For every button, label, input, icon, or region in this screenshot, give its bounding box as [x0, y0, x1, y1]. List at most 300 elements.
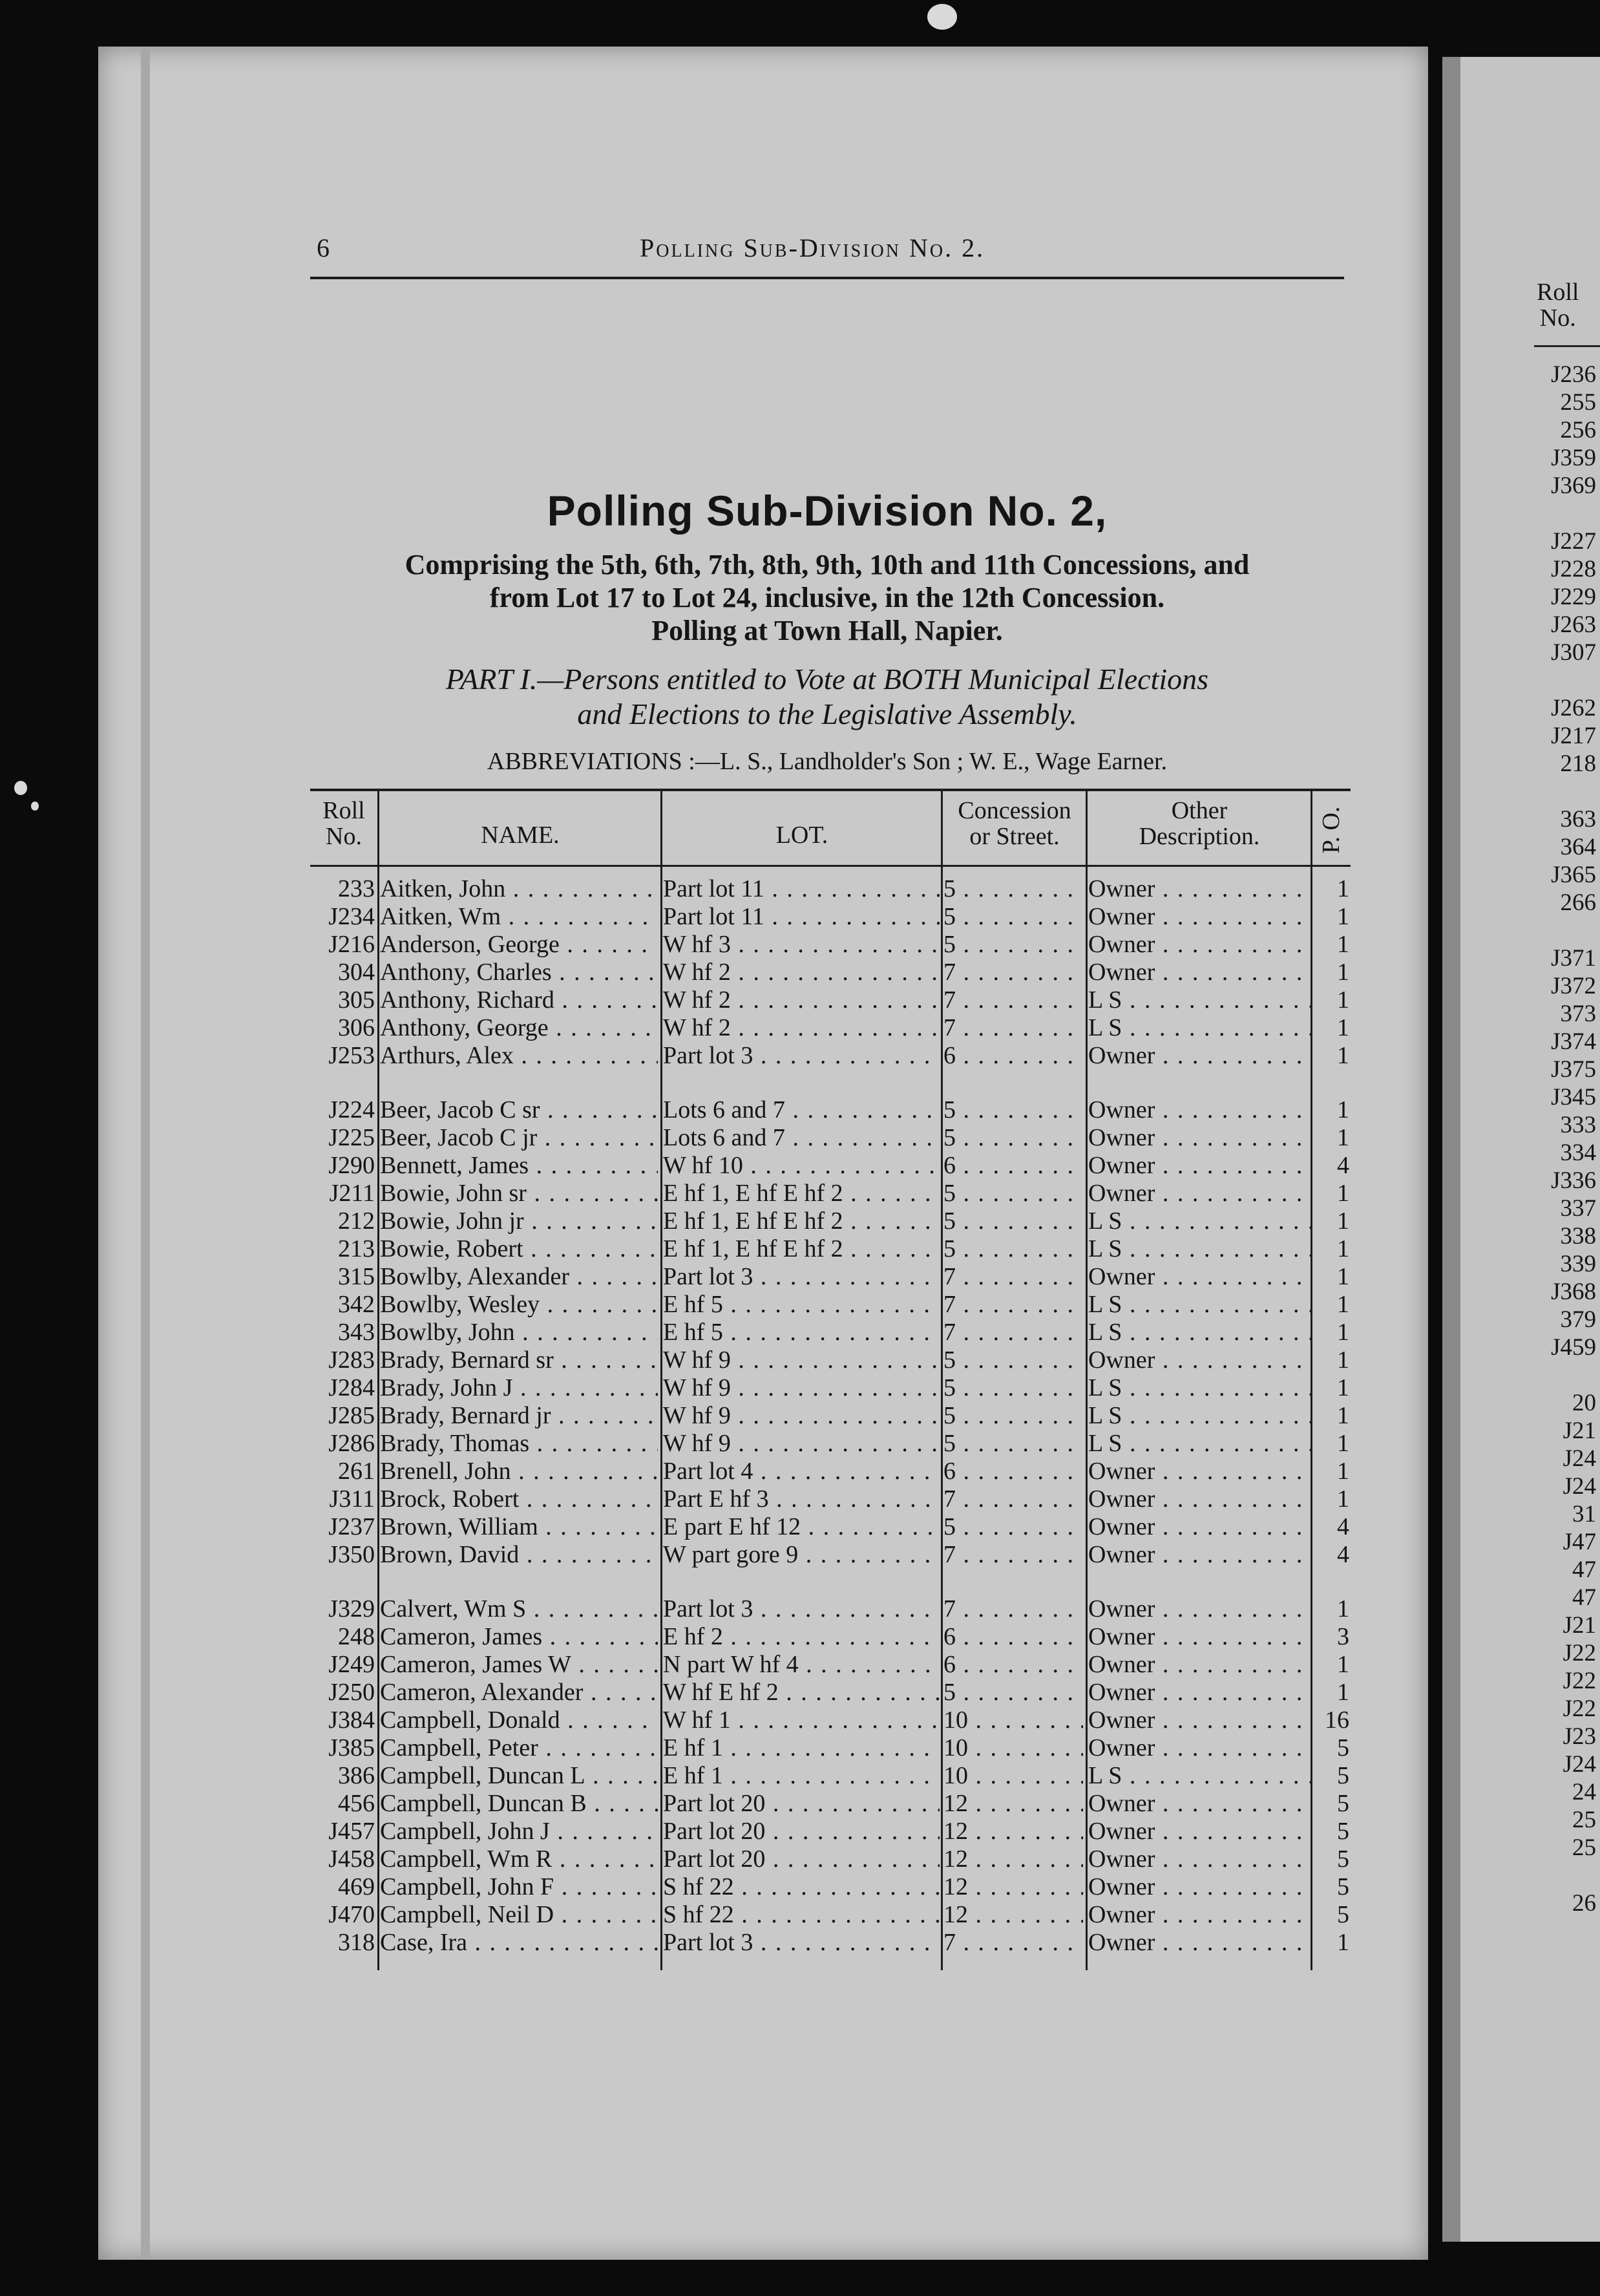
- next-page-roll-number: J365: [1551, 862, 1596, 888]
- post-office-code: 4: [1337, 1152, 1349, 1179]
- post-office-code: 5: [1337, 1734, 1349, 1761]
- lot-description: W hf 2 . . .: [663, 959, 940, 986]
- subtitle-line: Polling at Town Hall, Napier.: [651, 615, 1003, 646]
- voter-name: Brady, Bernard sr . . .: [380, 1346, 658, 1374]
- lot-description: W hf 2 . . .: [663, 1014, 940, 1042]
- post-office-code: 1: [1337, 1374, 1349, 1401]
- lot-description: Part lot 11 . . .: [663, 903, 940, 931]
- voter-name: Campbell, Wm R . . .: [380, 1845, 658, 1873]
- next-page-roll-number: J22: [1563, 1640, 1596, 1666]
- next-page-roll-number: J217: [1551, 723, 1596, 749]
- concession: 7 . . .: [943, 1595, 1083, 1623]
- concession: 7 . . .: [943, 959, 1083, 986]
- voter-name: Bennett, James . . .: [380, 1152, 658, 1180]
- concession: 5 . . .: [943, 903, 1083, 931]
- roll-number: J253: [328, 1042, 375, 1069]
- post-office-code: 1: [1337, 1679, 1349, 1706]
- table-top-rule: [310, 789, 1351, 791]
- post-office-code: 1: [1337, 1014, 1349, 1041]
- next-page-roll-number: J47: [1563, 1529, 1596, 1555]
- next-page-roll-number: 25: [1572, 1807, 1596, 1833]
- subtitle: [304, 548, 1351, 647]
- post-office-code: 1: [1337, 1235, 1349, 1262]
- post-office-code: 5: [1337, 1901, 1349, 1928]
- lot-description: W hf 9 . . .: [663, 1402, 940, 1430]
- next-page-roll-number: 334: [1560, 1140, 1596, 1166]
- table-row: [310, 959, 1351, 986]
- roll-number: 318: [338, 1929, 375, 1956]
- table-row: [310, 1014, 1351, 1042]
- roll-number: J224: [328, 1096, 375, 1123]
- other-description: L S . . .: [1088, 1291, 1311, 1319]
- lot-description: S hf 22 . . .: [663, 1873, 940, 1901]
- lot-description: Part lot 4 . . .: [663, 1458, 940, 1485]
- roll-number: J249: [328, 1651, 375, 1678]
- lot-description: E hf 1, E hf E hf 2 . . .: [663, 1235, 940, 1263]
- voter-name: Bowlby, Wesley . . .: [380, 1291, 658, 1319]
- lot-description: E hf 5 . . .: [663, 1319, 940, 1346]
- post-office-code: 1: [1337, 1595, 1349, 1622]
- next-page-roll-number: 20: [1572, 1390, 1596, 1416]
- table-row: [310, 1762, 1351, 1790]
- next-page-roll-number: 47: [1572, 1557, 1596, 1583]
- table-row: [310, 1096, 1351, 1124]
- other-description: Owner . . .: [1088, 1679, 1311, 1706]
- concession: 7 . . .: [943, 1541, 1083, 1569]
- page-number: 6: [317, 233, 331, 262]
- concession: 7 . . .: [943, 1291, 1083, 1319]
- concession: 12 . . .: [943, 1845, 1083, 1873]
- voter-name: Cameron, James W . . .: [380, 1651, 658, 1679]
- other-description: L S . . .: [1088, 1207, 1311, 1235]
- roll-number: 315: [338, 1263, 375, 1290]
- concession: 5 . . .: [943, 931, 1083, 959]
- roll-number: J329: [328, 1595, 375, 1622]
- next-page-roll-header: Roll No.: [1537, 279, 1579, 332]
- lot-description: W hf 9 . . .: [663, 1374, 940, 1402]
- concession: 7 . . .: [943, 986, 1083, 1014]
- concession: 6 . . .: [943, 1623, 1083, 1651]
- concession: 5 . . .: [943, 1402, 1083, 1430]
- lot-description: W part gore 9 . . .: [663, 1541, 940, 1569]
- voter-name: Aitken, Wm . . .: [380, 903, 658, 931]
- other-description: Owner . . .: [1088, 1124, 1311, 1152]
- roll-number: 305: [338, 986, 375, 1014]
- other-description: Owner . . .: [1088, 1790, 1311, 1818]
- roll-number: 248: [338, 1623, 375, 1650]
- page-edge: [141, 47, 150, 2260]
- next-page-roll-number: J236: [1551, 361, 1596, 388]
- next-page-roll-number: 373: [1560, 1001, 1596, 1027]
- table-row: [310, 1319, 1351, 1346]
- post-office-code: 5: [1337, 1818, 1349, 1845]
- voter-name: Case, Ira . . .: [380, 1929, 658, 1957]
- next-page-roll-number: J23: [1563, 1723, 1596, 1750]
- voter-name: Bowie, John jr . . .: [380, 1207, 658, 1235]
- concession: 5 . . .: [943, 1124, 1083, 1152]
- concession: 7 . . .: [943, 1319, 1083, 1346]
- lot-description: E hf 1, E hf E hf 2 . . .: [663, 1207, 940, 1235]
- post-office-code: 5: [1337, 1873, 1349, 1900]
- lot-description: Lots 6 and 7 . . .: [663, 1124, 940, 1152]
- table-row: [310, 1152, 1351, 1180]
- lot-description: E hf 5 . . .: [663, 1291, 940, 1319]
- table-row: [310, 1706, 1351, 1734]
- table-row: [310, 1402, 1351, 1430]
- running-title: Polling Sub-Division No. 2.: [640, 233, 985, 262]
- next-page-roll-number: J345: [1551, 1084, 1596, 1111]
- concession: 5 . . .: [943, 1235, 1083, 1263]
- concession: 6 . . .: [943, 1152, 1083, 1180]
- voter-name: Campbell, Duncan B . . .: [380, 1790, 658, 1818]
- header-roll-no: Roll No.: [322, 797, 365, 850]
- next-page-roll-number: 379: [1560, 1306, 1596, 1333]
- lot-description: Part lot 20 . . .: [663, 1818, 940, 1845]
- next-page-roll-number: J21: [1563, 1418, 1596, 1444]
- other-description: L S . . .: [1088, 1014, 1311, 1042]
- concession: 5 . . .: [943, 1346, 1083, 1374]
- next-page-roll-number: 47: [1572, 1584, 1596, 1611]
- next-page-roll-number: 218: [1560, 750, 1596, 777]
- next-page-roll-number: 255: [1560, 389, 1596, 416]
- lot-description: Part lot 20 . . .: [663, 1845, 940, 1873]
- next-page-roll-number: 364: [1560, 834, 1596, 860]
- roll-number: J250: [328, 1679, 375, 1706]
- other-description: Owner . . .: [1088, 1901, 1311, 1929]
- other-description: Owner . . .: [1088, 959, 1311, 986]
- table-row: [310, 986, 1351, 1014]
- next-page-roll-number: 31: [1572, 1501, 1596, 1527]
- concession: 12 . . .: [943, 1790, 1083, 1818]
- concession: 5 . . .: [943, 1430, 1083, 1458]
- lot-description: Part lot 20 . . .: [663, 1790, 940, 1818]
- post-office-code: 1: [1337, 1319, 1349, 1346]
- other-description: Owner . . .: [1088, 1929, 1311, 1957]
- roll-number: 469: [338, 1873, 375, 1900]
- voter-name: Bowlby, Alexander . . .: [380, 1263, 658, 1291]
- post-office-code: 1: [1337, 1291, 1349, 1318]
- voter-name: Bowlby, John . . .: [380, 1319, 658, 1346]
- voter-name: Campbell, John F . . .: [380, 1873, 658, 1901]
- post-office-code: 1: [1337, 903, 1349, 930]
- voter-name: Arthurs, Alex . . .: [380, 1042, 658, 1070]
- table-row: [310, 1541, 1351, 1569]
- scan-artifact: [927, 4, 957, 30]
- post-office-code: 4: [1337, 1541, 1349, 1568]
- table-row: [310, 1818, 1351, 1845]
- next-page-roll-number: J368: [1551, 1279, 1596, 1305]
- other-description: Owner . . .: [1088, 1651, 1311, 1679]
- table-row: [310, 1180, 1351, 1207]
- post-office-code: 1: [1337, 1042, 1349, 1069]
- header-rule: [310, 277, 1344, 279]
- header-lot: LOT.: [775, 822, 828, 849]
- post-office-code: 1: [1337, 1207, 1349, 1235]
- post-office-code: 5: [1337, 1762, 1349, 1789]
- lot-description: S hf 22 . . .: [663, 1901, 940, 1929]
- table-row: [310, 1623, 1351, 1651]
- concession: 7 . . .: [943, 1929, 1083, 1957]
- table-row: [310, 1513, 1351, 1541]
- post-office-code: 1: [1337, 875, 1349, 902]
- lot-description: Part lot 11 . . .: [663, 875, 940, 903]
- post-office-code: 1: [1337, 1402, 1349, 1429]
- next-page-roll-number: 24: [1572, 1779, 1596, 1805]
- subtitle-line: Comprising the 5th, 6th, 7th, 8th, 9th, 10th and 11th Concessions, and: [405, 549, 1250, 580]
- other-description: Owner . . .: [1088, 1818, 1311, 1845]
- voter-name: Anthony, Charles . . .: [380, 959, 658, 986]
- other-description: Owner . . .: [1088, 1042, 1311, 1070]
- table-row: [310, 903, 1351, 931]
- post-office-code: 1: [1337, 1263, 1349, 1290]
- concession: 5 . . .: [943, 1374, 1083, 1402]
- next-page-roll-number: J307: [1551, 639, 1596, 666]
- lot-description: W hf 3 . . .: [663, 931, 940, 959]
- voter-name: Campbell, Donald . . .: [380, 1706, 658, 1734]
- lot-description: W hf 2 . . .: [663, 986, 940, 1014]
- other-description: Owner . . .: [1088, 1513, 1311, 1541]
- roll-number: 233: [338, 875, 375, 902]
- next-page-roll-number: J227: [1551, 528, 1596, 555]
- roll-number: J283: [328, 1346, 375, 1374]
- table-row: [310, 931, 1351, 959]
- other-description: Owner . . .: [1088, 931, 1311, 959]
- table-row: [310, 1651, 1351, 1679]
- next-page-roll-number: J22: [1563, 1668, 1596, 1694]
- part-line: and Elections to the Legislative Assembly.: [577, 697, 1077, 730]
- concession: 5 . . .: [943, 1207, 1083, 1235]
- header-other-description: Other Description.: [1139, 797, 1260, 850]
- other-description: Owner . . .: [1088, 1152, 1311, 1180]
- roll-number: 212: [338, 1207, 375, 1235]
- post-office-code: 1: [1337, 1096, 1349, 1123]
- other-description: L S . . .: [1088, 1430, 1311, 1458]
- lot-description: E hf 1 . . .: [663, 1762, 940, 1790]
- table-row: [310, 1873, 1351, 1901]
- next-page-roll-number: J371: [1551, 945, 1596, 972]
- other-description: L S . . .: [1088, 1402, 1311, 1430]
- other-description: L S . . .: [1088, 986, 1311, 1014]
- lot-description: Part lot 3 . . .: [663, 1595, 940, 1623]
- voter-name: Campbell, John J . . .: [380, 1818, 658, 1845]
- table-header-rule: [310, 865, 1351, 867]
- voter-name: Campbell, Peter . . .: [380, 1734, 658, 1762]
- voter-name: Campbell, Duncan L . . .: [380, 1762, 658, 1790]
- post-office-code: 1: [1337, 986, 1349, 1014]
- roll-number: J284: [328, 1374, 375, 1401]
- voter-name: Beer, Jacob C sr . . .: [380, 1096, 658, 1124]
- lot-description: E part E hf 12 . . .: [663, 1513, 940, 1541]
- other-description: Owner . . .: [1088, 1873, 1311, 1901]
- roll-number: 306: [338, 1014, 375, 1041]
- scan-artifact: [31, 802, 39, 811]
- voter-name: Brady, John J . . .: [380, 1374, 658, 1402]
- voters-list-table: [310, 789, 1351, 2107]
- voter-name: Brenell, John . . .: [380, 1458, 658, 1485]
- concession: 7 . . .: [943, 1485, 1083, 1513]
- voter-name: Anderson, George . . .: [380, 931, 658, 959]
- table-row: [310, 1430, 1351, 1458]
- next-page-roll-number: 25: [1572, 1834, 1596, 1861]
- post-office-code: 4: [1337, 1513, 1349, 1540]
- roll-number: 213: [338, 1235, 375, 1262]
- lot-description: W hf 9 . . .: [663, 1346, 940, 1374]
- next-page-roll-number: J229: [1551, 584, 1596, 610]
- roll-number: J290: [328, 1152, 375, 1179]
- concession: 7 . . .: [943, 1263, 1083, 1291]
- roll-number: J225: [328, 1124, 375, 1151]
- other-description: Owner . . .: [1088, 903, 1311, 931]
- post-office-code: 1: [1337, 1929, 1349, 1956]
- roll-number: J384: [328, 1706, 375, 1734]
- table-row: [310, 1124, 1351, 1152]
- next-page-roll-number: J263: [1551, 611, 1596, 638]
- voter-name: Beer, Jacob C jr . . .: [380, 1124, 658, 1152]
- other-description: Owner . . .: [1088, 1096, 1311, 1124]
- roll-number: J385: [328, 1734, 375, 1761]
- lot-description: Part lot 3 . . .: [663, 1263, 940, 1291]
- concession: 5 . . .: [943, 1513, 1083, 1541]
- table-row: [310, 1679, 1351, 1706]
- other-description: L S . . .: [1088, 1374, 1311, 1402]
- post-office-code: 1: [1337, 959, 1349, 986]
- roll-number: 342: [338, 1291, 375, 1318]
- post-office-code: 5: [1337, 1790, 1349, 1817]
- table-row: [310, 1929, 1351, 1957]
- table-row: [310, 1790, 1351, 1818]
- lot-description: Part lot 3 . . .: [663, 1042, 940, 1070]
- post-office-code: 1: [1337, 1485, 1349, 1513]
- next-page-roll-number: 256: [1560, 417, 1596, 443]
- lot-description: E hf 1, E hf E hf 2 . . .: [663, 1180, 940, 1207]
- table-row: [310, 1901, 1351, 1929]
- table-row: [310, 1263, 1351, 1291]
- post-office-code: 1: [1337, 1651, 1349, 1678]
- next-page-roll-number: J21: [1563, 1612, 1596, 1639]
- concession: 12 . . .: [943, 1818, 1083, 1845]
- roll-number: J234: [328, 903, 375, 930]
- lot-description: W hf 10 . . .: [663, 1152, 940, 1180]
- part-line: PART I.—Persons entitled to Vote at BOTH Municipal Elections: [445, 663, 1209, 696]
- page-title: Polling Sub-Division No. 2,: [547, 487, 1108, 535]
- lot-description: W hf 1 . . .: [663, 1706, 940, 1734]
- other-description: Owner . . .: [1088, 875, 1311, 903]
- voter-name: Campbell, Neil D . . .: [380, 1901, 658, 1929]
- table-row: [310, 1291, 1351, 1319]
- concession: 10 . . .: [943, 1706, 1083, 1734]
- roll-number: 386: [338, 1762, 375, 1789]
- subtitle-line: from Lot 17 to Lot 24, inclusive, in the 12th Concession.: [489, 582, 1165, 613]
- voter-name: Cameron, Alexander . . .: [380, 1679, 658, 1706]
- roll-number: 456: [338, 1790, 375, 1817]
- post-office-code: 1: [1337, 1180, 1349, 1207]
- lot-description: Lots 6 and 7 . . .: [663, 1096, 940, 1124]
- roll-number: J211: [329, 1180, 375, 1207]
- concession: 10 . . .: [943, 1762, 1083, 1790]
- concession: 5 . . .: [943, 1096, 1083, 1124]
- post-office-code: 1: [1337, 1124, 1349, 1151]
- concession: 5 . . .: [943, 1180, 1083, 1207]
- voter-name: Cameron, James . . .: [380, 1623, 658, 1651]
- scan-artifact: [14, 781, 27, 795]
- other-description: Owner . . .: [1088, 1706, 1311, 1734]
- next-page-roll-number: J24: [1563, 1473, 1596, 1500]
- roll-number: 261: [338, 1458, 375, 1485]
- concession: 12 . . .: [943, 1901, 1083, 1929]
- voter-name: Brady, Thomas . . .: [380, 1430, 658, 1458]
- voter-name: Brown, David . . .: [380, 1541, 658, 1569]
- table-row: [310, 1845, 1351, 1873]
- next-page-header-rule: [1534, 345, 1600, 347]
- roll-number: J237: [328, 1513, 375, 1540]
- next-page-roll-number: 266: [1560, 889, 1596, 916]
- next-page-roll-number: J228: [1551, 556, 1596, 582]
- concession: 6 . . .: [943, 1458, 1083, 1485]
- post-office-code: 16: [1325, 1706, 1349, 1734]
- header-name: NAME.: [481, 822, 560, 849]
- lot-description: E hf 2 . . .: [663, 1623, 940, 1651]
- roll-number: J311: [329, 1485, 375, 1513]
- roll-number: J470: [328, 1901, 375, 1928]
- post-office-code: 1: [1337, 931, 1349, 958]
- next-page-roll-number: 363: [1560, 806, 1596, 833]
- voter-name: Brown, William . . .: [380, 1513, 658, 1541]
- next-page-roll-number: 339: [1560, 1251, 1596, 1277]
- header-post-office: P. O.: [1318, 806, 1345, 854]
- roll-number: J458: [328, 1845, 375, 1873]
- lot-description: N part W hf 4 . . .: [663, 1651, 940, 1679]
- next-page-roll-number: 333: [1560, 1112, 1596, 1138]
- concession: 6 . . .: [943, 1042, 1083, 1070]
- table-row: [310, 1374, 1351, 1402]
- next-page-roll-number: J24: [1563, 1445, 1596, 1472]
- other-description: Owner . . .: [1088, 1263, 1311, 1291]
- other-description: L S . . .: [1088, 1319, 1311, 1346]
- other-description: Owner . . .: [1088, 1623, 1311, 1651]
- next-page-roll-number: 26: [1572, 1890, 1596, 1917]
- concession: 5 . . .: [943, 1679, 1083, 1706]
- other-description: Owner . . .: [1088, 1180, 1311, 1207]
- voter-name: Bowie, Robert . . .: [380, 1235, 658, 1263]
- voter-name: Bowie, John sr . . .: [380, 1180, 658, 1207]
- other-description: L S . . .: [1088, 1762, 1311, 1790]
- next-page-roll-number: 337: [1560, 1195, 1596, 1222]
- next-page-roll-number: J369: [1551, 473, 1596, 499]
- other-description: Owner . . .: [1088, 1458, 1311, 1485]
- voter-name: Anthony, Richard . . .: [380, 986, 658, 1014]
- roll-number: J216: [328, 931, 375, 958]
- voter-name: Brady, Bernard jr . . .: [380, 1402, 658, 1430]
- post-office-code: 5: [1337, 1845, 1349, 1873]
- roll-number: J350: [328, 1541, 375, 1568]
- other-description: Owner . . .: [1088, 1734, 1311, 1762]
- table-row: [310, 1595, 1351, 1623]
- roll-number: J286: [328, 1430, 375, 1457]
- lot-description: Part E hf 3 . . .: [663, 1485, 940, 1513]
- abbreviations-note: ABBREVIATIONS :—L. S., Landholder's Son ; W. E., Wage Earner.: [487, 748, 1168, 775]
- table-row: [310, 1346, 1351, 1374]
- lot-description: Part lot 3 . . .: [663, 1929, 940, 1957]
- next-page-roll-number: J374: [1551, 1028, 1596, 1055]
- voter-name: Anthony, George . . .: [380, 1014, 658, 1042]
- next-page-roll-number: J372: [1551, 973, 1596, 999]
- next-page-roll-number: J336: [1551, 1167, 1596, 1194]
- voter-name: Aitken, John . . .: [380, 875, 658, 903]
- other-description: L S . . .: [1088, 1235, 1311, 1263]
- other-description: Owner . . .: [1088, 1541, 1311, 1569]
- concession: 5 . . .: [943, 875, 1083, 903]
- concession: 6 . . .: [943, 1651, 1083, 1679]
